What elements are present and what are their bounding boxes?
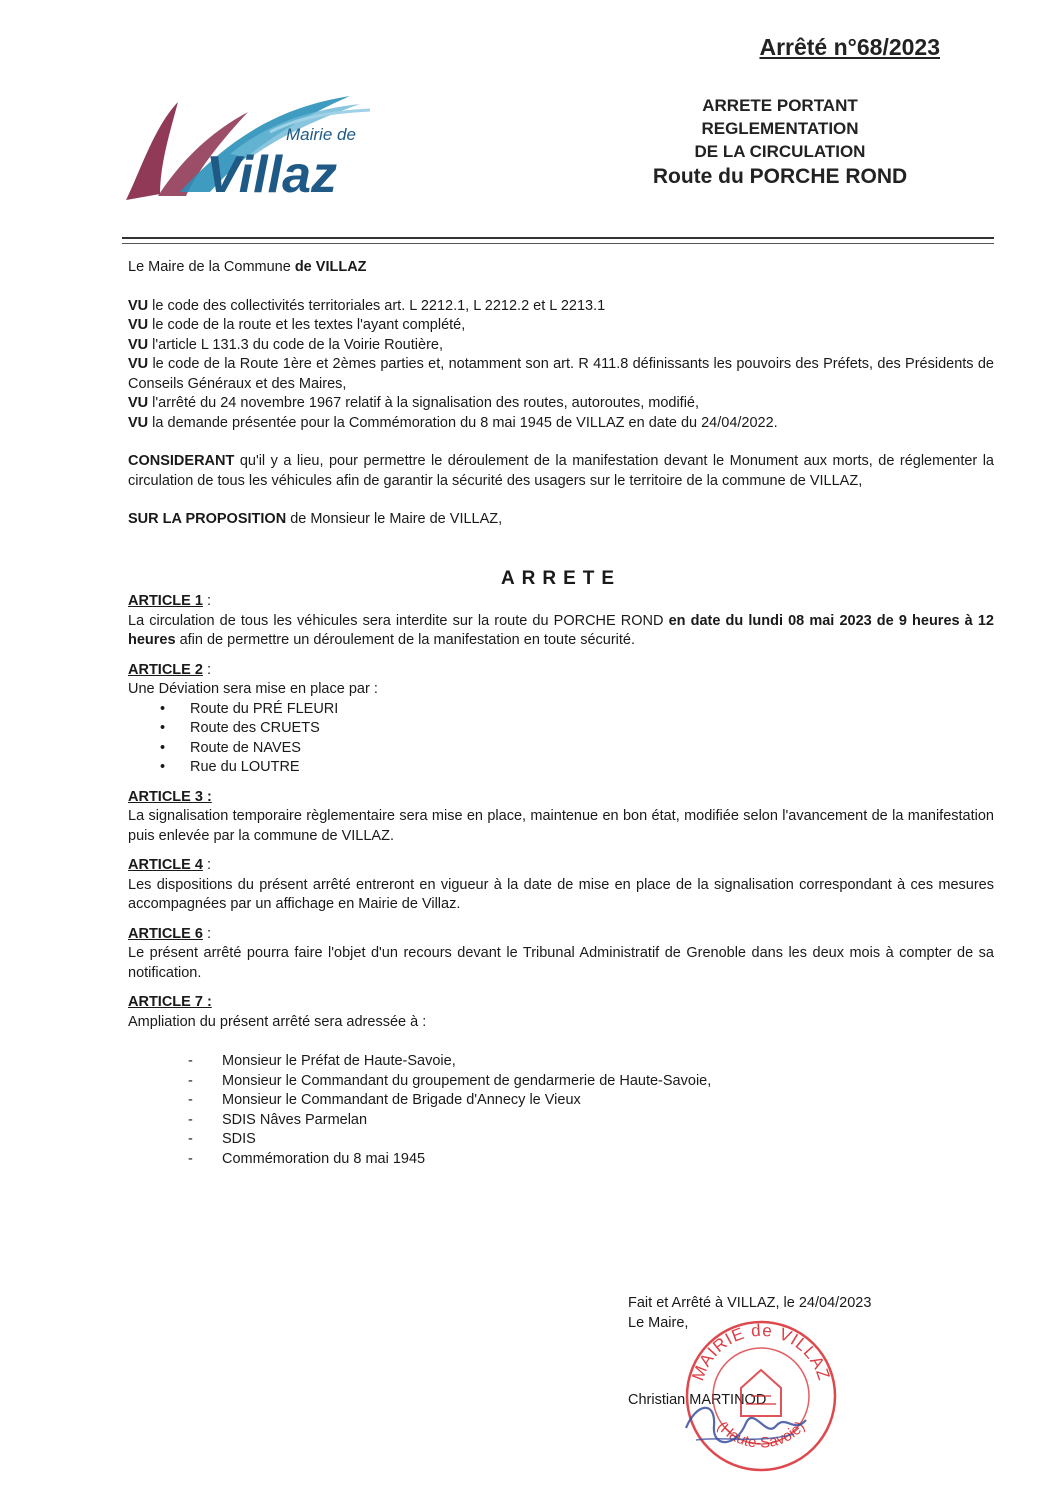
- article-4: ARTICLE 4 :: [128, 857, 211, 873]
- list-item: - SDIS: [188, 1130, 994, 1150]
- article-2-heading: ARTICLE 2: [128, 661, 203, 678]
- header-divider: [122, 237, 994, 239]
- list-item: • Route du PRÉ FLEURI: [160, 700, 994, 720]
- vu-list: [128, 297, 994, 434]
- signature-place-date: Fait et Arrêté à VILLAZ, le 24/04/2023: [628, 1295, 872, 1311]
- title-line-2: REGLEMENTATION: [701, 119, 859, 138]
- article-6-text: Le présent arrêté pourra faire l'objet d'un recours devant le Tribunal Administratif de Grenoble dans les deux mois à compter de sa notification.: [128, 945, 994, 981]
- vu-item: VU l'arrêté du 24 novembre 1967 relatif à la signalisation des routes, autoroutes, modifié,: [128, 395, 700, 411]
- list-item: - Monsieur le Commandant de Brigade d'Annecy le Vieux: [188, 1091, 994, 1111]
- list-item: • Route des CRUETS: [160, 719, 994, 739]
- article-3: [128, 788, 994, 808]
- document-body: [128, 258, 994, 1169]
- article-3-text: La signalisation temporaire règlementaire sera mise en place, maintenue en bon état, modifiée selon l'avancement de la manifestation puis enlevée par la commune de VILLAZ.: [128, 808, 994, 844]
- vu-item: VU le code de la route et les textes l'ayant complété,: [128, 317, 466, 333]
- article-7-heading: ARTICLE 7 :: [128, 994, 212, 1010]
- list-item: - Monsieur le Préfat de Haute-Savoie,: [188, 1052, 994, 1072]
- intro-line: [128, 258, 994, 278]
- article-6: ARTICLE 6 :: [128, 925, 211, 942]
- vu-item: VU la demande présentée pour la Commémoration du 8 mai 1945 de VILLAZ en date du 24/04/2022.: [128, 414, 778, 431]
- list-item: - Commémoration du 8 mai 1945: [188, 1150, 994, 1170]
- mairie-logo: [120, 92, 410, 212]
- list-item: - SDIS Nâves Parmelan: [188, 1111, 994, 1131]
- logo-text-villaz: Villaz: [206, 146, 338, 204]
- article-4-heading: ARTICLE 4: [128, 857, 203, 873]
- villaz-logo-graphic: [120, 92, 410, 212]
- svg-text:MAIRIE de VILLAZ: [688, 1321, 834, 1383]
- list-item: • Rue du LOUTRE: [160, 758, 994, 778]
- stamp-bottom-text: (Haute-Savoie): [713, 1418, 809, 1452]
- header-divider-thin: [122, 243, 994, 244]
- list-item: - Monsieur le Commandant du groupement de gendarmerie de Haute-Savoie,: [188, 1072, 994, 1092]
- signature-role: Le Maire,: [628, 1314, 689, 1331]
- title-line-3: DE LA CIRCULATION: [694, 142, 866, 161]
- vu-item: VU l'article L 131.3 du code de la Voirie Routière,: [128, 336, 443, 353]
- signature-name: Christian MARTINOD: [628, 1392, 767, 1408]
- recipient-list: [128, 1052, 994, 1169]
- article-6-heading: ARTICLE 6: [128, 925, 203, 942]
- article-7-intro: Ampliation du présent arrêté sera adressée à :: [128, 1013, 427, 1030]
- deviation-route-list: [128, 700, 994, 778]
- vu-item: VU le code des collectivités territoriales art. L 2212.1, L 2212.2 et L 2213.1: [128, 297, 606, 314]
- intro-commune: de VILLAZ: [294, 259, 367, 275]
- stamp-seal-graphic: [676, 1308, 846, 1478]
- article-7: [128, 993, 994, 1013]
- article-4-text: Les dispositions du présent arrêté entreront en vigueur à la date de mise en place de la signalisation correspondant à ces mesures accompagnées par un affichage en Mairie de Villaz.: [128, 876, 994, 912]
- logo-text-mairie: Mairie de: [286, 125, 356, 144]
- decision-title: ARRETE: [500, 567, 622, 589]
- stamp-top-text: MAIRIE de VILLAZ: [688, 1320, 834, 1384]
- article-3-heading: ARTICLE 3 :: [128, 788, 212, 805]
- article-2-intro: Une Déviation sera mise en place par :: [128, 681, 378, 697]
- article-1-text: La circulation de tous les véhicules sera interdite sur la route du PORCHE ROND en date du lundi 08 mai 2023 de 9 heures à 12 heures afin de permettre un déroulement de la manifestation en toute sécurité.: [128, 612, 994, 648]
- article-1: ARTICLE 1 :: [128, 593, 211, 609]
- vu-item: VU le code de la Route 1ère et 2èmes parties et, notamment son art. R 411.8 définissants les pouvoirs des Préfets, des Présidents de Conseils Généraux et des Maires,: [128, 356, 994, 392]
- list-item: • Route de NAVES: [160, 739, 994, 759]
- intro-prefix: Le Maire de la Commune: [128, 259, 295, 275]
- article-1-heading: ARTICLE 1: [128, 593, 203, 609]
- official-stamp: [676, 1308, 846, 1478]
- title-block: [560, 94, 1000, 191]
- arrete-number: Arrêté n°68/2023: [759, 34, 940, 60]
- article-2: ARTICLE 2 :: [128, 661, 211, 678]
- title-road: Route du PORCHE ROND: [652, 165, 908, 188]
- considerant-paragraph: CONSIDERANT qu'il y a lieu, pour permettre le déroulement de la manifestation devant le Monument aux morts, de réglementer la circulation de tous les véhicules afin de garantir la sécurité des usagers sur le territoire de la commune de VILLAZ,: [128, 453, 994, 489]
- proposition-paragraph: SUR LA PROPOSITION de Monsieur le Maire de VILLAZ,: [128, 511, 503, 527]
- title-line-1: ARRETE PORTANT: [702, 96, 858, 115]
